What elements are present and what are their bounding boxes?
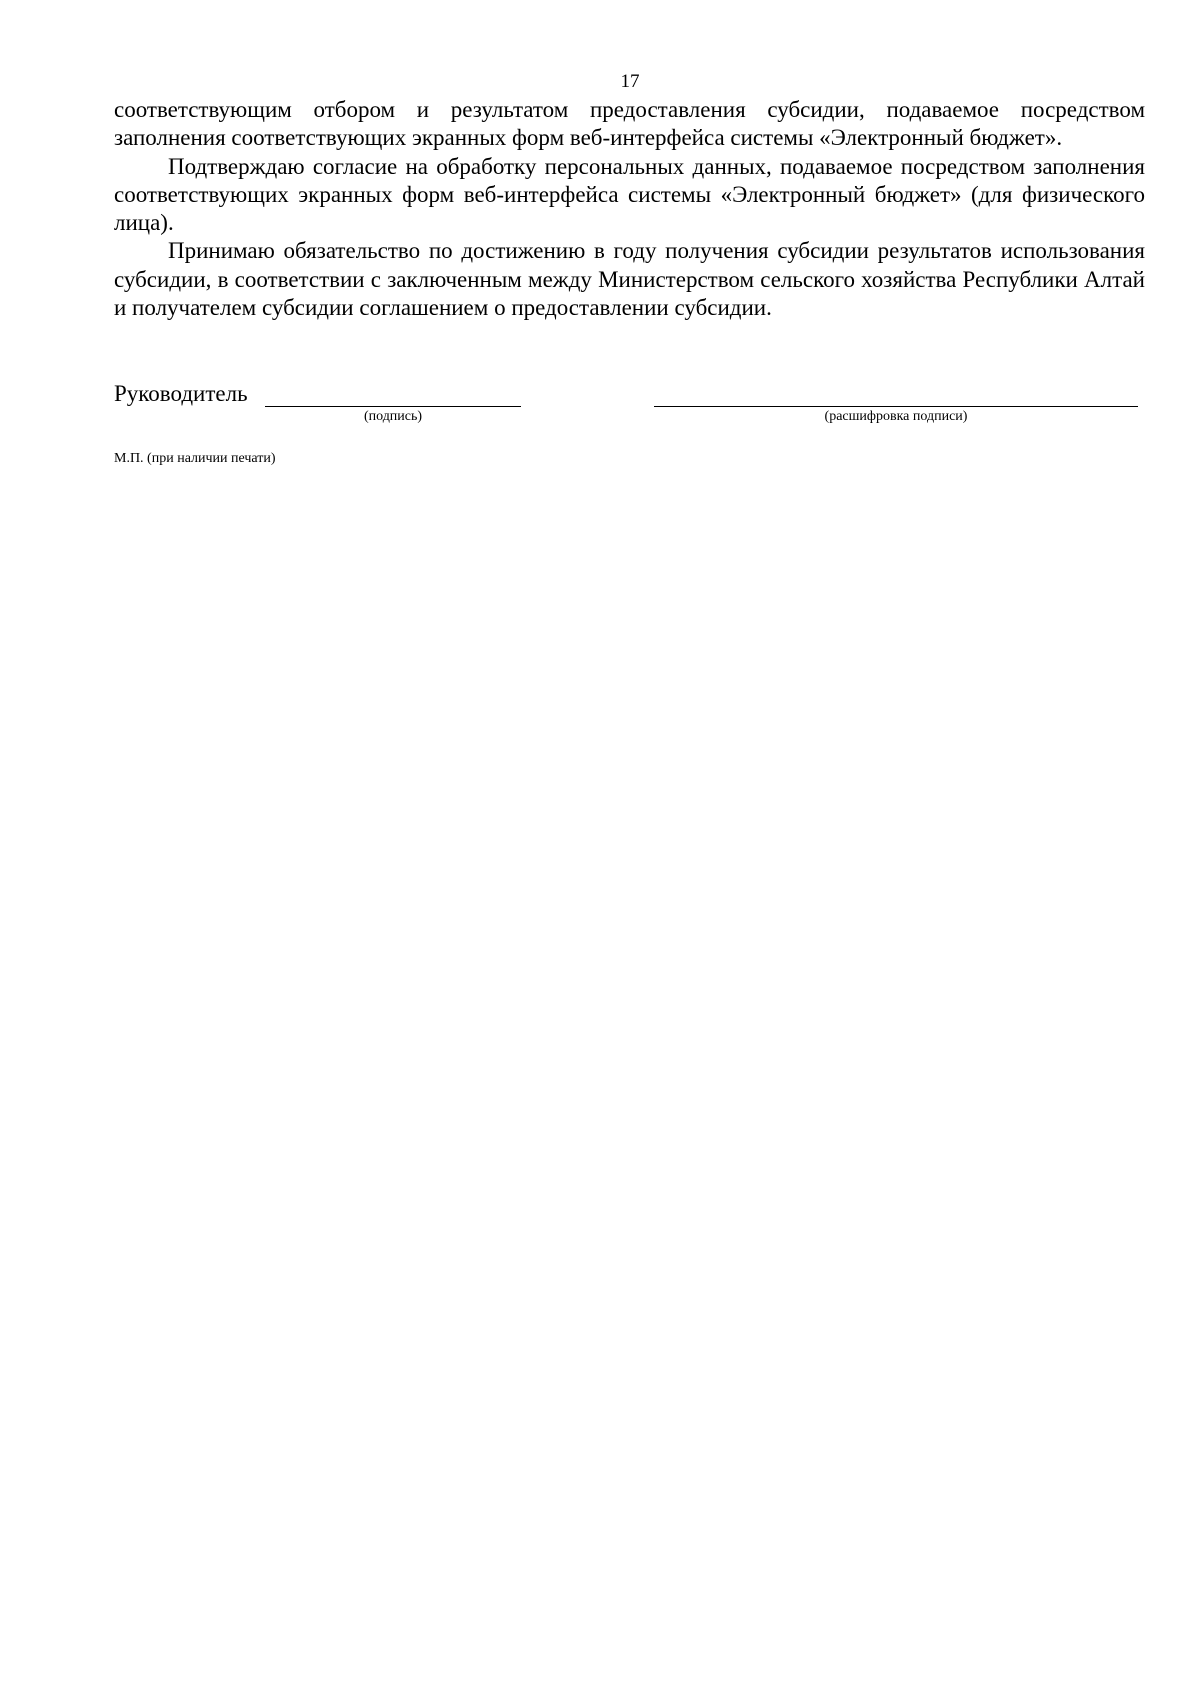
paragraph-personal-data-consent: Подтверждаю согласие на обработку персональных данных, подаваемое посредством заполнения соответствующих экранных форм веб-интерфейса системы «Электронный бюджет» (для физического лица). bbox=[114, 153, 1145, 236]
signature-line bbox=[265, 406, 521, 407]
signature-decode-line bbox=[654, 406, 1138, 407]
role-label: Руководитель bbox=[114, 381, 248, 406]
signature-caption: (подпись) bbox=[363, 409, 423, 424]
signature-decode-caption: (расшифровка подписи) bbox=[824, 409, 968, 424]
paragraph-obligation: Принимаю обязательство по достижению в году получения субсидии результатов использования субсидии, в соответствии с заключенным между Министерством сельского хозяйства Республики Алтай и получателем субсидии соглашением о предоставлении субсидии. bbox=[114, 238, 1145, 321]
signature-block bbox=[114, 380, 1145, 440]
paragraph-continuation: соответствующим отбором и результатом предоставления субсидии, подаваемое посредством заполнения соответствующих экранных форм веб-интерфейса системы «Электронный бюджет». bbox=[114, 97, 1145, 151]
document-body bbox=[114, 96, 1145, 322]
stamp-note: М.П. (при наличии печати) bbox=[114, 451, 276, 466]
page-number: 17 bbox=[620, 71, 640, 92]
